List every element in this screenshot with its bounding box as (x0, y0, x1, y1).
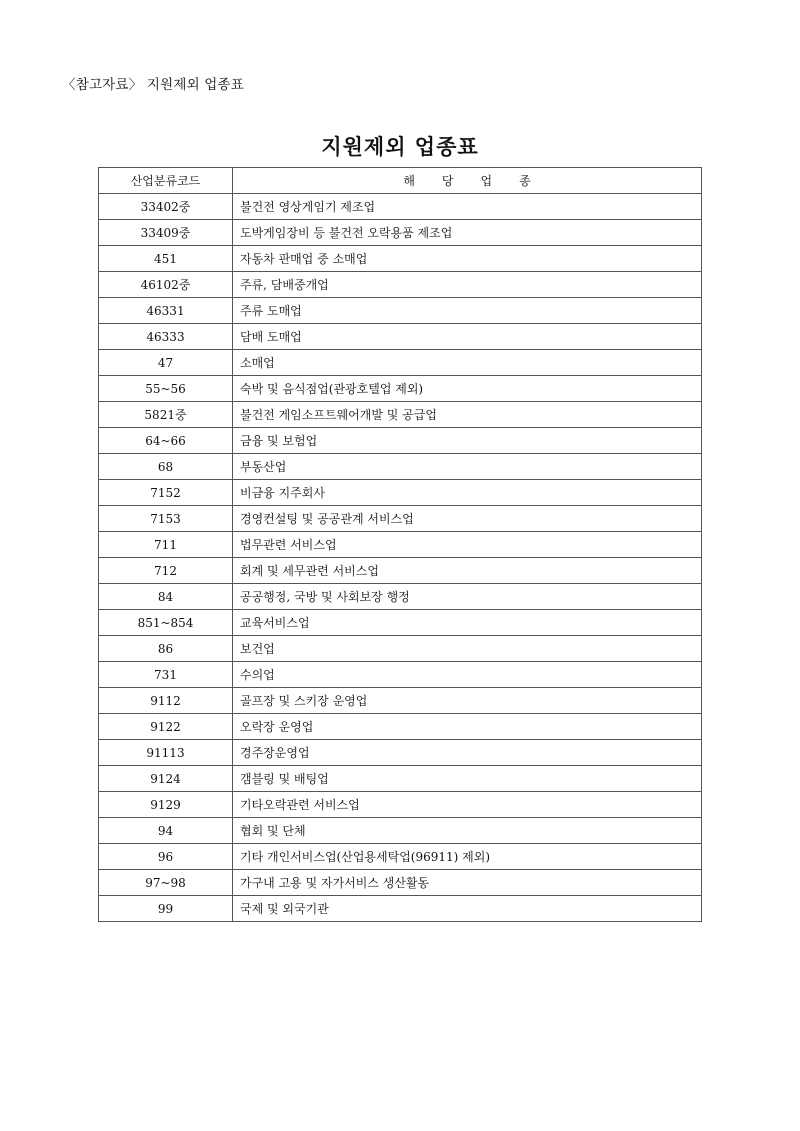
table-row (99, 818, 702, 844)
table-body (99, 194, 702, 922)
industry-code-cell: 99 (99, 896, 233, 922)
industry-name-cell: 교육서비스업 (233, 610, 702, 636)
industry-name-cell: 주류, 담배중개업 (233, 272, 702, 298)
industry-code-cell: 86 (99, 636, 233, 662)
industry-code-cell: 9124 (99, 766, 233, 792)
header-industry-label: 해당업종 (403, 174, 558, 188)
industry-code-cell: 84 (99, 584, 233, 610)
industry-name-cell: 갬블링 및 배팅업 (233, 766, 702, 792)
industry-name-cell: 경영컨설팅 및 공공관계 서비스업 (233, 506, 702, 532)
industry-code-cell: 712 (99, 558, 233, 584)
table-row (99, 272, 702, 298)
industry-code-cell: 96 (99, 844, 233, 870)
table-row (99, 636, 702, 662)
industry-name-cell: 기타 개인서비스업(산업용세탁업(96911) 제외) (233, 844, 702, 870)
table-row (99, 220, 702, 246)
industry-code-cell: 7153 (99, 506, 233, 532)
industry-code-cell: 46102중 (99, 272, 233, 298)
industry-name-cell: 골프장 및 스키장 운영업 (233, 688, 702, 714)
table-row (99, 506, 702, 532)
industry-code-cell: 64~66 (99, 428, 233, 454)
industry-code-cell: 851~854 (99, 610, 233, 636)
industry-name-cell: 보건업 (233, 636, 702, 662)
industry-name-cell: 금융 및 보험업 (233, 428, 702, 454)
industry-code-cell: 97~98 (99, 870, 233, 896)
industry-name-cell: 가구내 고용 및 자가서비스 생산활동 (233, 870, 702, 896)
industry-code-cell: 94 (99, 818, 233, 844)
industry-code-cell: 55~56 (99, 376, 233, 402)
table-row (99, 376, 702, 402)
table-header-row (99, 168, 702, 194)
industry-code-cell: 5821중 (99, 402, 233, 428)
industry-name-cell: 담배 도매업 (233, 324, 702, 350)
table-row (99, 350, 702, 376)
industry-name-cell: 불건전 영상게임기 제조업 (233, 194, 702, 220)
industry-code-cell: 33402중 (99, 194, 233, 220)
excluded-industry-table (98, 167, 702, 922)
industry-code-cell: 731 (99, 662, 233, 688)
table-row (99, 428, 702, 454)
industry-name-cell: 부동산업 (233, 454, 702, 480)
industry-code-cell: 7152 (99, 480, 233, 506)
industry-name-cell: 기타오락관련 서비스업 (233, 792, 702, 818)
table-row (99, 688, 702, 714)
table-row (99, 740, 702, 766)
table-row (99, 662, 702, 688)
industry-name-cell: 공공행정, 국방 및 사회보장 행정 (233, 584, 702, 610)
industry-name-cell: 수의업 (233, 662, 702, 688)
industry-code-cell: 451 (99, 246, 233, 272)
table-row (99, 480, 702, 506)
industry-name-cell: 주류 도매업 (233, 298, 702, 324)
industry-name-cell: 자동차 판매업 중 소매업 (233, 246, 702, 272)
industry-name-cell: 회계 및 세무관련 서비스업 (233, 558, 702, 584)
industry-name-cell: 국제 및 외국기관 (233, 896, 702, 922)
table-row (99, 194, 702, 220)
table-row (99, 610, 702, 636)
industry-name-cell: 숙박 및 음식점업(관광호텔업 제외) (233, 376, 702, 402)
table-row (99, 714, 702, 740)
table-row (99, 792, 702, 818)
table-row (99, 896, 702, 922)
industry-code-cell: 68 (99, 454, 233, 480)
industry-name-cell: 협회 및 단체 (233, 818, 702, 844)
page-title: 지원제외 업종표 (321, 134, 479, 159)
industry-code-cell: 9122 (99, 714, 233, 740)
table-row (99, 532, 702, 558)
table-row (99, 298, 702, 324)
table-header (99, 168, 702, 194)
industry-name-cell: 비금융 지주회사 (233, 480, 702, 506)
header-industry (233, 168, 702, 194)
industry-name-cell: 오락장 운영업 (233, 714, 702, 740)
table-row (99, 844, 702, 870)
industry-code-cell: 47 (99, 350, 233, 376)
industry-code-cell: 9112 (99, 688, 233, 714)
table-row (99, 558, 702, 584)
reference-label: 〈참고자료〉 지원제외 업종표 (62, 77, 245, 93)
table-row (99, 454, 702, 480)
industry-name-cell: 도박게임장비 등 불건전 오락용품 제조업 (233, 220, 702, 246)
table-row (99, 402, 702, 428)
header-code: 산업분류코드 (99, 168, 233, 194)
industry-code-cell: 9129 (99, 792, 233, 818)
industry-name-cell: 경주장운영업 (233, 740, 702, 766)
table-row (99, 766, 702, 792)
table-row (99, 584, 702, 610)
industry-code-cell: 33409중 (99, 220, 233, 246)
industry-name-cell: 소매업 (233, 350, 702, 376)
industry-code-cell: 46331 (99, 298, 233, 324)
table-row (99, 324, 702, 350)
industry-code-cell: 711 (99, 532, 233, 558)
industry-code-cell: 46333 (99, 324, 233, 350)
industry-name-cell: 불건전 게임소프트웨어개발 및 공급업 (233, 402, 702, 428)
industry-code-cell: 91113 (99, 740, 233, 766)
table-row (99, 870, 702, 896)
industry-name-cell: 법무관련 서비스업 (233, 532, 702, 558)
table-row (99, 246, 702, 272)
